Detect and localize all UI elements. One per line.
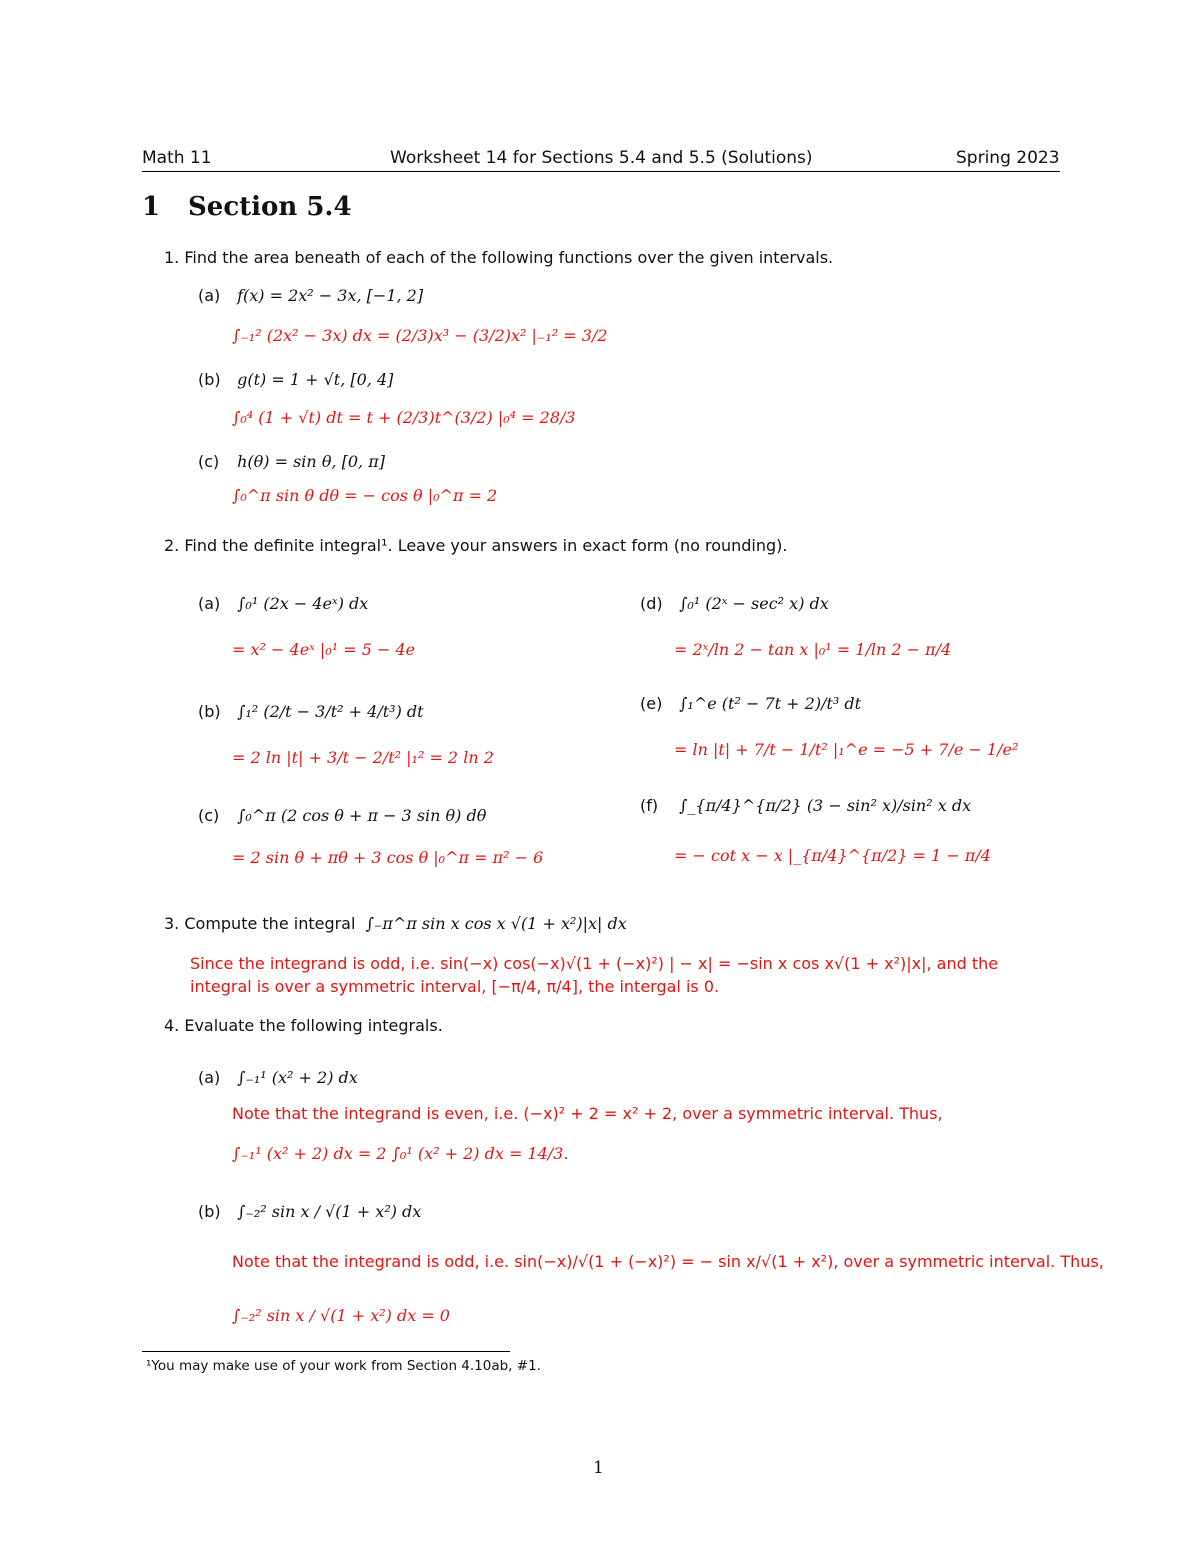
p2a-solution: = x² − 4eˣ |₀¹ = 5 − 4e bbox=[232, 640, 416, 659]
p2f-label: (f) bbox=[640, 796, 659, 815]
p2d-solution: = 2ˣ/ln 2 − tan x |₀¹ = 1/ln 2 − π/4 bbox=[674, 640, 952, 659]
p1b-solution: ∫₀⁴ (1 + √t) dt = t + (2/3)t^(3/2) |₀⁴ = 28/3 bbox=[232, 408, 576, 427]
problem-3-row bbox=[164, 914, 627, 933]
p2c-question: ∫₀^π (2 cos θ + π − 3 sin θ) dθ bbox=[237, 806, 487, 825]
p1a-label: (a) bbox=[198, 286, 221, 305]
problem-1-prompt: 1. Find the area beneath of each of the following functions over the given intervals. bbox=[164, 248, 834, 267]
p1c-question-row bbox=[198, 452, 385, 471]
page-number: 1 bbox=[593, 1458, 604, 1478]
p2d-question-row bbox=[640, 594, 829, 613]
p2d-question: ∫₀¹ (2ˣ − sec² x) dx bbox=[679, 594, 829, 613]
p2a-question: ∫₀¹ (2x − 4eˣ) dx bbox=[237, 594, 369, 613]
p2c-label: (c) bbox=[198, 806, 220, 825]
p4a-solution: ∫₋₁¹ (x² + 2) dx = 2 ∫₀¹ (x² + 2) dx = 14/3. bbox=[232, 1144, 569, 1163]
p1a-solution: ∫₋₁² (2x² − 3x) dx = (2/3)x³ − (3/2)x² |₋₁² = 3/2 bbox=[232, 326, 608, 345]
p1c-question: h(θ) = sin θ, [0, π] bbox=[237, 452, 385, 471]
p2b-question: ∫₁² (2/t − 3/t² + 4/t³) dt bbox=[237, 702, 424, 721]
section-heading bbox=[142, 192, 352, 222]
p2c-solution: = 2 sin θ + πθ + 3 cos θ |₀^π = π² − 6 bbox=[232, 848, 544, 867]
p2f-solution: = − cot x − x |_{π/4}^{π/2} = 1 − π/4 bbox=[674, 846, 991, 865]
p2a-label: (a) bbox=[198, 594, 221, 613]
p2e-question-row bbox=[640, 694, 861, 713]
p1b-question: g(t) = 1 + √t, [0, 4] bbox=[237, 370, 394, 389]
problem-3-solution-line1: Since the integrand is odd, i.e. sin(−x) cos(−x)√(1 + (−x)²) | − x| = −sin x cos x√(1 + x²)|x|, and the bbox=[190, 954, 999, 973]
p2a-question-row bbox=[198, 594, 368, 613]
p2f-question: ∫_{π/4}^{π/2} (3 − sin² x)/sin² x dx bbox=[679, 796, 972, 815]
p1a-question: f(x) = 2x² − 3x, [−1, 2] bbox=[237, 286, 424, 305]
p4a-question: ∫₋₁¹ (x² + 2) dx bbox=[237, 1068, 358, 1087]
p2e-label: (e) bbox=[640, 694, 663, 713]
p2c-question-row bbox=[198, 806, 486, 825]
p4b-question-row bbox=[198, 1202, 421, 1221]
p2f-question-row bbox=[640, 796, 971, 815]
problem-3-integral: ∫₋π^π sin x cos x √(1 + x²)|x| dx bbox=[365, 914, 627, 933]
p2b-solution: = 2 ln |t| + 3/t − 2/t² |₁² = 2 ln 2 bbox=[232, 748, 494, 767]
p1c-label: (c) bbox=[198, 452, 220, 471]
problem-3-prompt: 3. Compute the integral bbox=[164, 914, 356, 933]
problem-3-solution-line2: integral is over a symmetric interval, [−π/4, π/4], the intergal is 0. bbox=[190, 977, 720, 996]
p1c-solution: ∫₀^π sin θ dθ = − cos θ |₀^π = 2 bbox=[232, 486, 498, 505]
p4a-note: Note that the integrand is even, i.e. (−x)² + 2 = x² + 2, over a symmetric interval. Thus, bbox=[232, 1104, 943, 1123]
p1b-question-row bbox=[198, 370, 393, 389]
header-course: Math 11 bbox=[142, 148, 212, 168]
p1b-label: (b) bbox=[198, 370, 221, 389]
problem-4-prompt: 4. Evaluate the following integrals. bbox=[164, 1016, 443, 1035]
p4b-question: ∫₋₂² sin x / √(1 + x²) dx bbox=[237, 1202, 422, 1221]
footnote: ¹You may make use of your work from Section 4.10ab, #1. bbox=[146, 1358, 541, 1374]
footnote-rule bbox=[142, 1351, 510, 1352]
header-title: Worksheet 14 for Sections 5.4 and 5.5 (Solutions) bbox=[390, 148, 813, 168]
p2d-label: (d) bbox=[640, 594, 663, 613]
p2b-question-row bbox=[198, 702, 424, 721]
p4a-question-row bbox=[198, 1068, 358, 1087]
p2b-label: (b) bbox=[198, 702, 221, 721]
p4b-solution: ∫₋₂² sin x / √(1 + x²) dx = 0 bbox=[232, 1306, 450, 1325]
header-term: Spring 2023 bbox=[956, 148, 1060, 168]
p1a-question-row bbox=[198, 286, 423, 305]
section-number: 1 bbox=[142, 192, 161, 222]
p4b-note: Note that the integrand is odd, i.e. sin(−x)/√(1 + (−x)²) = − sin x/√(1 + x²), over a symmetric interval. Thus, bbox=[232, 1252, 1104, 1271]
header-rule bbox=[142, 171, 1060, 172]
p2e-solution: = ln |t| + 7/t − 1/t² |₁^e = −5 + 7/e − 1/e² bbox=[674, 740, 1019, 759]
section-title: Section 5.4 bbox=[188, 192, 352, 222]
problem-2-prompt: 2. Find the definite integral¹. Leave your answers in exact form (no rounding). bbox=[164, 536, 788, 555]
p4a-label: (a) bbox=[198, 1068, 221, 1087]
p4b-label: (b) bbox=[198, 1202, 221, 1221]
p2e-question: ∫₁^e (t² − 7t + 2)/t³ dt bbox=[679, 694, 862, 713]
